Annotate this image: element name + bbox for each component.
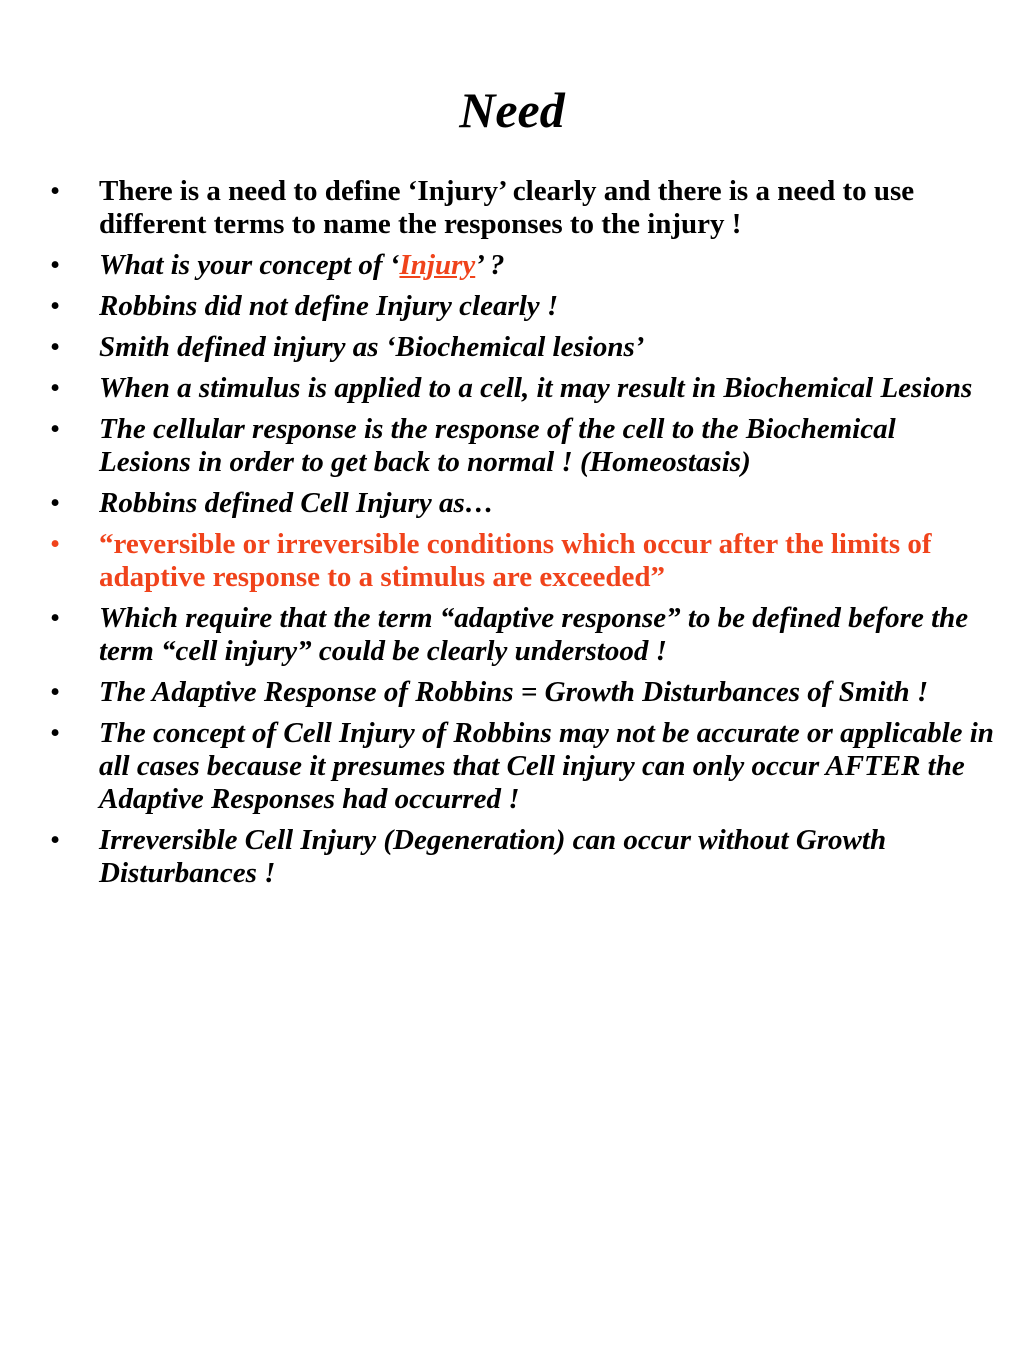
- bullet-text: There is a need to define ‘Injury’ clearly and there is a need to use different terms to name the responses to the injury !: [99, 175, 915, 240]
- bullet-item-adaptive-response-term: [0, 602, 1024, 668]
- bullet-dot-icon: •: [50, 528, 61, 560]
- bullet-dot-icon: •: [50, 717, 61, 749]
- bullet-item-stimulus: [0, 372, 1024, 405]
- bullet-item-concept-accuracy: [0, 717, 1024, 816]
- bullet-item-robbins-defined: [0, 487, 1024, 520]
- bullet-dot-icon: •: [50, 413, 61, 445]
- bullet-item-robbins-quote: [0, 528, 1024, 594]
- bullet-text-suffix: ’ ?: [475, 249, 505, 281]
- bullet-text: The concept of Cell Injury of Robbins may not be accurate or applicable in all cases because it presumes that Cell injury can only occur AFTER the Adaptive Responses had occurred !: [99, 717, 994, 815]
- bullet-item-irreversible-injury: [0, 824, 1024, 890]
- bullet-text: Robbins did not define Injury clearly !: [99, 290, 559, 322]
- bullet-list: [0, 175, 1024, 898]
- bullet-dot-icon: •: [50, 602, 61, 634]
- bullet-item-smith-definition: [0, 331, 1024, 364]
- bullet-text: Robbins defined Cell Injury as…: [99, 487, 494, 519]
- bullet-dot-icon: •: [50, 290, 61, 322]
- bullet-dot-icon: •: [50, 824, 61, 856]
- injury-link[interactable]: Injury: [399, 249, 476, 281]
- bullet-text: Which require that the term “adaptive response” to be defined before the term “cell injury” could be clearly understood !: [99, 602, 969, 667]
- bullet-dot-icon: •: [50, 331, 61, 363]
- bullet-dot-icon: •: [50, 175, 61, 207]
- bullet-dot-icon: •: [50, 487, 61, 519]
- bullet-text: Smith defined injury as ‘Biochemical lesions’: [99, 331, 645, 363]
- bullet-item-define-injury: [0, 175, 1024, 241]
- bullet-dot-icon: •: [50, 372, 61, 404]
- bullet-text: The Adaptive Response of Robbins = Growth Disturbances of Smith !: [99, 676, 929, 708]
- bullet-item-robbins-undefined: [0, 290, 1024, 323]
- bullet-item-cellular-response: [0, 413, 1024, 479]
- bullet-text: The cellular response is the response of the cell to the Biochemical Lesions in order to get back to normal ! (Homeostasis): [99, 413, 896, 478]
- bullet-text-prefix: What is your concept of ‘: [99, 249, 400, 281]
- bullet-item-adaptive-equals-growth: [0, 676, 1024, 709]
- slide-title: Need: [459, 82, 565, 138]
- bullet-dot-icon: •: [50, 676, 61, 708]
- bullet-item-concept-question: [0, 249, 1024, 282]
- bullet-text: Irreversible Cell Injury (Degeneration) can occur without Growth Disturbances !: [99, 824, 887, 889]
- bullet-text: “reversible or irreversible conditions which occur after the limits of adaptive response to a stimulus are exceeded”: [99, 528, 932, 593]
- bullet-text: When a stimulus is applied to a cell, it may result in Biochemical Lesions: [99, 372, 973, 404]
- bullet-dot-icon: •: [50, 249, 61, 281]
